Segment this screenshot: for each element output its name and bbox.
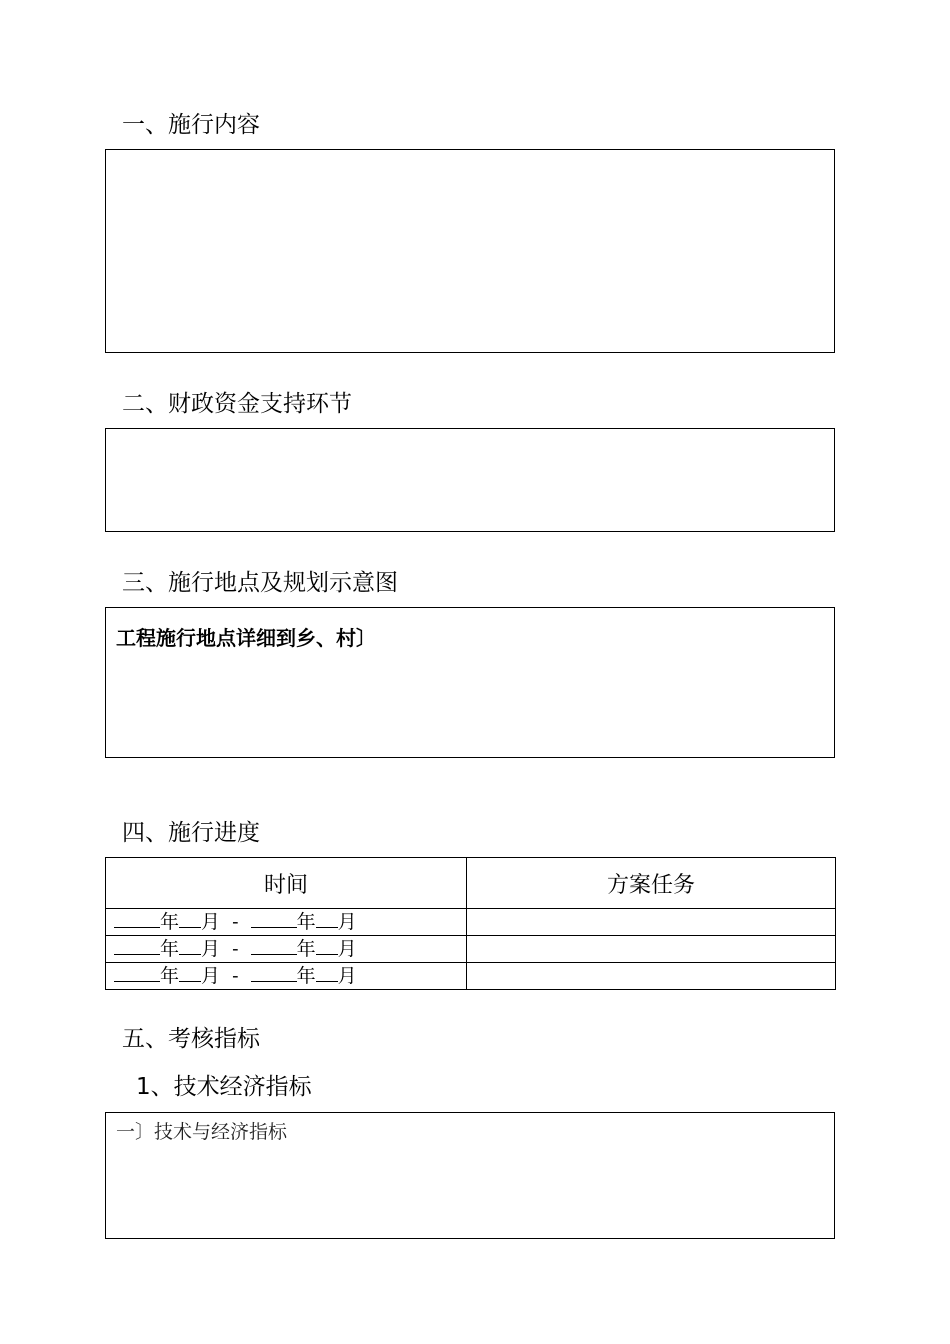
month-blank[interactable] <box>179 909 201 928</box>
section-5-title: 五、考核指标 <box>122 1026 260 1052</box>
range-separator: - <box>232 938 239 960</box>
section-5-1-title: 1、技术经济指标 <box>136 1074 312 1100</box>
month-blank[interactable] <box>179 963 201 982</box>
year-blank[interactable] <box>114 936 160 955</box>
month-label: 月 <box>201 965 221 987</box>
end-month-label: 月 <box>337 938 357 960</box>
table-row <box>106 936 836 963</box>
end-month-blank[interactable] <box>316 963 338 982</box>
task-cell[interactable] <box>467 909 836 936</box>
end-month-label: 月 <box>337 965 357 987</box>
year-blank[interactable] <box>114 909 160 928</box>
section-1-title: 一、施行内容 <box>122 112 260 138</box>
end-month-label: 月 <box>337 911 357 933</box>
section-4-title: 四、施行进度 <box>122 820 260 846</box>
section-1-content-box[interactable] <box>105 149 835 353</box>
section-5-1-content-box[interactable] <box>105 1112 835 1239</box>
schedule-header-row <box>106 858 836 909</box>
end-year-label: 年 <box>296 965 316 987</box>
task-cell[interactable] <box>467 936 836 963</box>
range-separator: - <box>232 965 239 987</box>
schedule-table <box>105 857 836 990</box>
section-2-title: 二、财政资金支持环节 <box>122 391 352 417</box>
year-blank[interactable] <box>114 963 160 982</box>
date-range-cell[interactable] <box>106 936 467 963</box>
table-row <box>106 963 836 990</box>
year-label: 年 <box>160 965 180 987</box>
task-cell[interactable] <box>467 963 836 990</box>
end-year-blank[interactable] <box>251 936 297 955</box>
date-range-cell[interactable] <box>106 909 467 936</box>
date-range-cell[interactable] <box>106 963 467 990</box>
year-label: 年 <box>160 911 180 933</box>
section-3-title: 三、施行地点及规划示意图 <box>122 570 398 596</box>
section-3-box-text: 工程施行地点详细到乡、村〕 <box>116 626 376 650</box>
section-3-content-box[interactable] <box>105 607 835 758</box>
month-blank[interactable] <box>179 936 201 955</box>
year-label: 年 <box>160 938 180 960</box>
end-month-blank[interactable] <box>316 936 338 955</box>
end-year-blank[interactable] <box>251 909 297 928</box>
header-task: 方案任务 <box>467 858 836 909</box>
header-time: 时间 <box>106 858 467 909</box>
section-5-1-box-text: 一〕技术与经济指标 <box>116 1121 288 1143</box>
end-year-label: 年 <box>296 911 316 933</box>
section-2-content-box[interactable] <box>105 428 835 532</box>
table-row <box>106 909 836 936</box>
end-year-blank[interactable] <box>251 963 297 982</box>
range-separator: - <box>232 911 239 933</box>
end-month-blank[interactable] <box>316 909 338 928</box>
end-year-label: 年 <box>296 938 316 960</box>
month-label: 月 <box>201 911 221 933</box>
month-label: 月 <box>201 938 221 960</box>
